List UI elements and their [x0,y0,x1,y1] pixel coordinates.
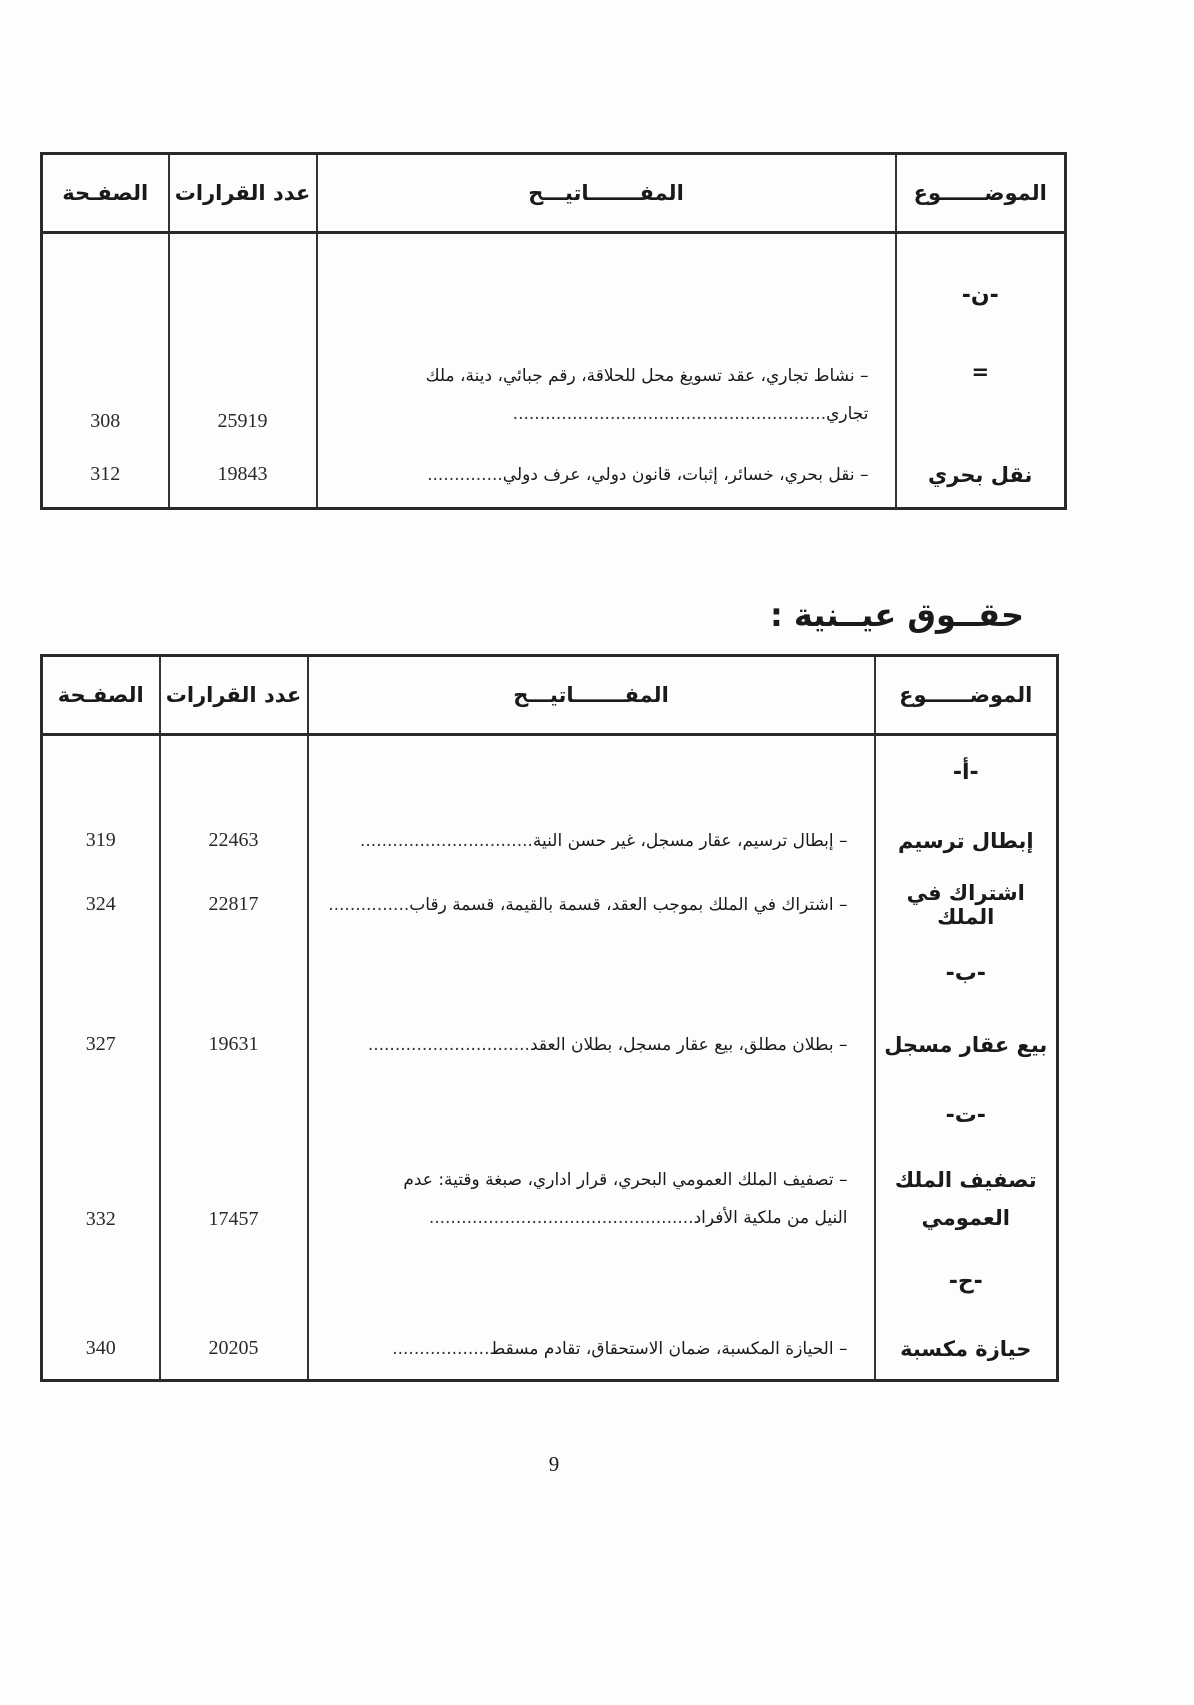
section-letter: -ح- [875,1245,1058,1319]
leader-dots: .............. [427,464,503,485]
keywords-text: – اشتراك في الملك بموجب العقد، قسمة بالقيمة، قسمة رقاب [409,894,848,915]
leader-dots: ............... [328,894,410,915]
subject-text-line2: العمومي [921,1205,1010,1230]
table-row [42,1079,1058,1153]
leader-dots: .............................. [367,1034,530,1055]
page-cell: 319 [42,809,160,873]
keywords-cell [308,1153,875,1245]
keywords-cell [317,348,896,443]
table-row [42,1011,1058,1079]
table-row [42,1319,1058,1381]
decision-count-cell: 22817 [160,873,308,937]
decision-count-cell: 22463 [160,809,308,873]
keywords-cell [308,873,875,937]
index-table-1 [40,152,1067,510]
subject-cell: اشتراك في الملك [875,873,1058,937]
header-keywords: المفـــــــاتيـــح [317,154,896,233]
section-letter: -أ- [875,735,1058,809]
keywords-text-line2: النيل من ملكية الأفراد................................................. [428,1207,848,1228]
leader-dots: ................................ [360,830,533,851]
page-cell: 340 [42,1319,160,1381]
table-header-row [42,656,1058,735]
keywords-text: – تصفيف الملك العمومي البحري، قرار اداري، صبغة وقتية: عدم [403,1169,848,1190]
keywords-text: – نقل بحري، خسائر، إثبات، قانون دولي، عرف دولي [502,464,869,485]
table-row [42,1245,1058,1319]
decision-count-cell: 19631 [160,1011,308,1079]
decision-count-cell: 19843 [169,443,317,509]
keywords-text-line2: تجاري.......................................................... [512,404,869,424]
keywords-text: – نشاط تجاري، عقد تسويغ محل للحلاقة، رقم جبائي، دينة، ملك [425,366,869,386]
keywords-cell [308,1319,875,1381]
table-row [42,348,1066,443]
page-cell: 327 [42,1011,160,1079]
decision-count-cell: 20205 [160,1319,308,1381]
subject-cell: = [896,348,1066,443]
table-row [42,1153,1058,1245]
table-row [42,937,1058,1011]
index-table-2 [40,654,1059,1382]
keywords-text: – الحيازة المكسبة، ضمان الاستحقاق، تقادم مسقط [489,1338,848,1359]
header-subject: الموضــــــوع [896,154,1066,233]
page-cell: 312 [42,443,169,509]
table-row [42,735,1058,809]
header-decision-count: عدد القرارات [160,656,308,735]
section-title: حقــوق عيــنية : [769,596,1024,634]
table-row [42,443,1066,509]
subject-cell: إبطال ترسيم [875,809,1058,873]
section-letter: -ن- [896,233,1066,348]
table-row [42,873,1058,937]
page-cell: 332 [42,1153,160,1245]
keywords-text: – إبطال ترسيم، عقار مسجل، غير حسن النية [532,830,848,851]
leader-dots: .......................................................... [512,404,827,424]
header-keywords: المفـــــــاتيـــح [308,656,875,735]
keywords-cell [317,443,896,509]
subject-text: تصفيف الملك [894,1167,1037,1192]
header-subject: الموضــــــوع [875,656,1058,735]
page-cell: 308 [42,348,169,443]
keywords-text: – بطلان مطلق، بيع عقار مسجل، بطلان العقد [529,1034,848,1055]
table-row [42,809,1058,873]
subject-cell: حيازة مكسبة [875,1319,1058,1381]
header-decision-count: عدد القرارات [169,154,317,233]
subject-cell: نقل بحري [896,443,1066,509]
subject-cell [875,1153,1058,1245]
subject-cell: بيع عقار مسجل [875,1011,1058,1079]
header-page: الصفـحة [42,154,169,233]
keywords-cell [308,1011,875,1079]
page-number: 9 [548,1452,560,1476]
decision-count-cell: 25919 [169,348,317,443]
section-letter: -ب- [875,937,1058,1011]
keywords-cell [308,809,875,873]
section-letter: -ت- [875,1079,1058,1153]
leader-dots: ................................................. [428,1207,694,1228]
header-page: الصفـحة [42,656,160,735]
decision-count-cell: 17457 [160,1153,308,1245]
table-row [42,233,1066,348]
table-header-row [42,154,1066,233]
page-cell: 324 [42,873,160,937]
leader-dots: .................. [392,1338,490,1359]
